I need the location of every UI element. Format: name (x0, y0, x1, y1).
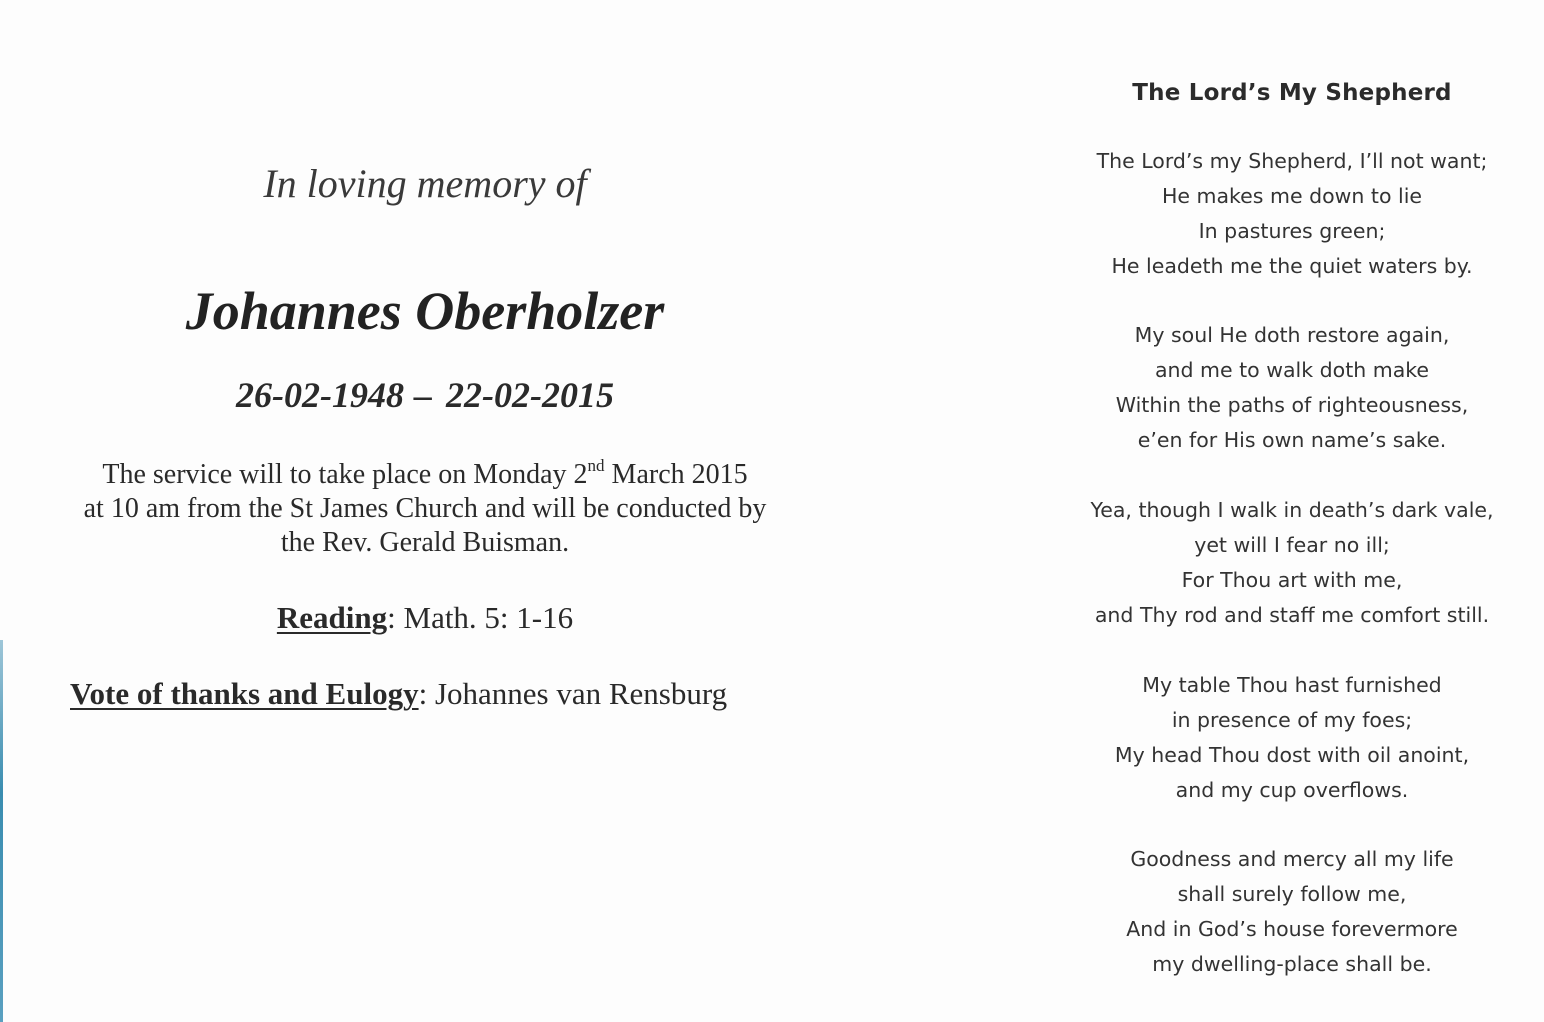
hymn-line: Goodness and mercy all my life (1130, 847, 1454, 871)
hymn-stanza (1040, 144, 1544, 284)
reading-colon: : (387, 600, 396, 635)
memorial-intro: In loving memory of (263, 161, 587, 206)
hymn-stanza (1040, 668, 1544, 808)
service-line-1-date: March 2015 (604, 459, 748, 490)
service-line-2: at 10 am from the St James Church and will be conducted by (83, 493, 767, 524)
hymn-line: in presence of my foes; (1171, 708, 1413, 732)
reading-value: Math. 5: 1-16 (395, 600, 574, 635)
hymn-line: And in God’s house forevermore (1126, 917, 1458, 941)
hymn-line: The Lord’s my Shepherd, I’ll not want; (1096, 149, 1488, 173)
hymn-line: My soul He doth restore again, (1134, 323, 1450, 347)
hymn-line: He makes me down to lie (1161, 184, 1423, 208)
hymn-line: My head Thou dost with oil anoint, (1114, 743, 1470, 767)
death-date: 22-02-2015 (446, 375, 614, 415)
thanks-value: Johannes van Rensburg (427, 676, 728, 711)
hymn-stanza (1040, 493, 1544, 633)
thanks-colon: : (418, 676, 428, 711)
hymn-line: and me to walk doth make (1154, 358, 1430, 382)
date-separator: – (414, 375, 432, 415)
reading-label: Reading (276, 600, 388, 635)
hymn-line: yet will I fear no ill; (1194, 533, 1390, 557)
hymn-line: Yea, though I walk in death’s dark vale, (1090, 498, 1494, 522)
service-line-1-text: The service will to take place on Monday 2 (102, 459, 588, 490)
hymn-line: and Thy rod and staff me comfort still. (1094, 603, 1490, 627)
hymn-line: Within the paths of righteousness, (1115, 393, 1469, 417)
hymn-line: e’en for His own name’s sake. (1137, 428, 1447, 452)
hymn-line: My table Thou hast furnished (1142, 673, 1442, 697)
hymn-line: my dwelling-place shall be. (1152, 952, 1432, 976)
hymn-line: He leadeth me the quiet waters by. (1111, 254, 1473, 278)
thanks-line (70, 676, 830, 712)
hymn-stanza (1040, 842, 1544, 982)
hymn-line: In pastures green; (1198, 219, 1386, 243)
hymn-right-panel (1040, 0, 1544, 1022)
birth-date: 26-02-1948 (236, 375, 404, 415)
service-line-1-superscript: nd (587, 456, 605, 475)
hymn-title: The Lord’s My Shepherd (1132, 80, 1452, 106)
reading-line (0, 600, 850, 636)
hymn-stanza (1040, 318, 1544, 458)
hymn-line: shall surely follow me, (1177, 882, 1407, 906)
thanks-label: Vote of thanks and Eulogy (70, 676, 419, 711)
deceased-name: Johannes Oberholzer (185, 281, 665, 341)
service-line-1 (40, 458, 810, 492)
hymn-line: and my cup overflows. (1175, 778, 1409, 802)
service-line-3: the Rev. Gerald Buisman. (280, 527, 570, 558)
hymn-line: For Thou art with me, (1181, 568, 1403, 592)
service-details (40, 458, 810, 560)
life-dates (0, 374, 850, 416)
